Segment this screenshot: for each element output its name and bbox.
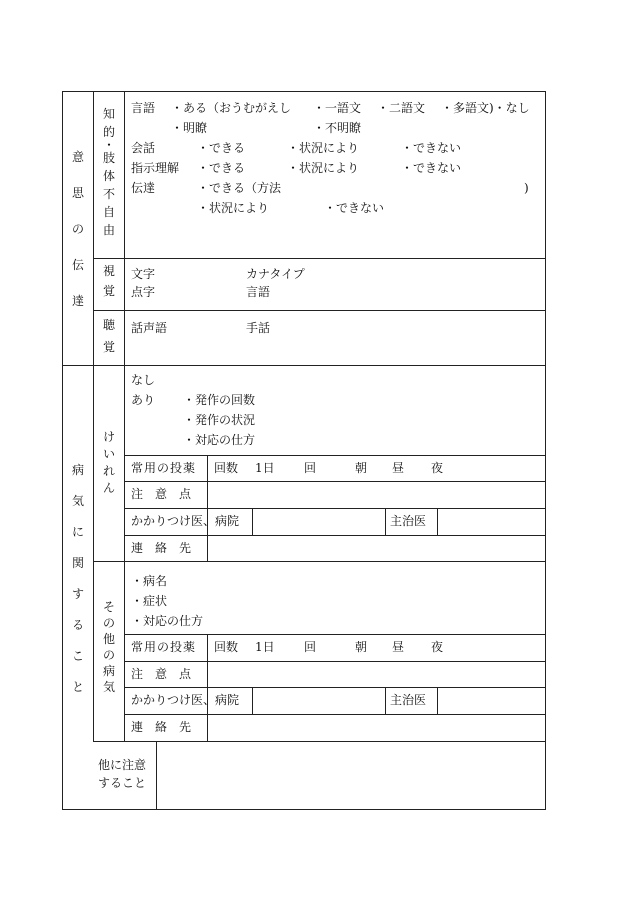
keiren-med-kaisuu: 回数 [214,461,239,475]
dentatsu-paren-close: ) [524,181,529,195]
row-line-keiren-renraku [124,535,546,536]
keiren-item-taiou: ・対応の仕方 [183,433,256,447]
sonota-med-label: 常用の投薬 [131,640,197,654]
sonota-doctor-label: かかりつけ医、病院 [131,693,240,707]
gengo-option-fumeiryou: ・不明瞭 [313,121,362,135]
sonota-item-shoujou: ・症状 [131,594,168,608]
keiren-doctor-field[interactable] [253,509,384,534]
row-line-sonota-chuui [124,661,546,662]
section-divider [62,365,546,366]
keiren-shuji-field[interactable] [438,509,545,534]
keiren-med-yoru: 夜 [431,461,444,475]
gengo-option-meiryou: ・明瞭 [171,121,208,135]
gengo-option-nigobun: ・二語文 [377,101,426,115]
sonota-med-ichinichi: 1日 [255,640,275,654]
dentatsu-option-dekinai: ・できない [324,201,385,215]
shiji-label: 指示理解 [131,161,180,175]
dentatsu-option-joukyou: ・状況により [197,201,270,215]
sonota-shuji-col-l [385,687,386,714]
label-chiteki: 知 的 ・ 肢 体 不 自 由 [102,107,115,237]
keiren-item-joukyou: ・発作の状況 [183,413,256,427]
row-line-shikaku [93,258,546,259]
sonota-item-byoumei: ・病名 [131,574,168,588]
sonota-med-yoru: 夜 [431,640,444,654]
shikaku-gengo: 言語 [246,285,271,299]
keiren-med-ichinichi: 1日 [255,461,275,475]
shikaku-katakana: カナタイプ [246,267,305,281]
gengo-label: 言語 [131,101,156,115]
kaiwa-option-dekiru: ・できる [197,141,246,155]
keiren-renraku-label: 連 絡 先 [131,541,192,555]
row-line-sonota [93,561,546,562]
kaiwa-option-dekinai: ・できない [401,141,462,155]
sonota-item-taiou: ・対応の仕方 [131,614,204,628]
dentatsu-option-dekiru: ・できる（方法 [197,181,282,195]
hoka-field[interactable] [157,742,545,809]
sonota-shuji-label: 主治医 [390,693,427,707]
choukaku-waseigo: 話声語 [131,321,168,335]
section-label-byouki: 病 気 に 関 す る こ と [71,463,84,694]
keiren-label-col [207,455,208,561]
keiren-ari: あり [131,393,156,407]
shiji-option-joukyou: ・状況により [287,161,360,175]
sonota-med-asa: 朝 [355,640,368,654]
row-line-keiren-chuui [124,481,546,482]
shiji-option-dekinai: ・できない [401,161,462,175]
keiren-chuui-label: 注 意 点 [131,487,192,501]
sonota-med-hiru: 昼 [392,640,405,654]
keiren-shuji-label: 主治医 [390,514,427,528]
keiren-med-hiru: 昼 [392,461,405,475]
label-keiren: け い れ ん [102,430,115,495]
keiren-med-label: 常用の投薬 [131,461,197,475]
dentatsu-label: 伝達 [131,181,156,195]
keiren-med-kai: 回 [304,461,317,475]
keiren-doctor-label: かかりつけ医、病院 [131,514,240,528]
shikaku-moji: 文字 [131,267,156,281]
keiren-med-asa: 朝 [355,461,368,475]
sonota-med-kaisuu: 回数 [214,640,239,654]
sonota-med-kai: 回 [304,640,317,654]
sonota-doctor-field[interactable] [253,688,384,713]
shiji-option-dekiru: ・できる [197,161,246,175]
keiren-shuji-col-l [385,508,386,535]
sonota-shuji-field[interactable] [438,688,545,713]
row-line-sonota-med [124,634,546,635]
hoka-label-line1: 他に注意 [98,758,147,772]
gengo-option-ichigobun: ・一語文 [313,101,362,115]
kaiwa-label: 会話 [131,141,156,155]
col-line-1 [93,91,94,741]
sonota-renraku-label: 連 絡 先 [131,720,192,734]
label-sonota: そ の 他 の 病 気 [102,600,115,694]
gengo-option-aru: ・ある（おうむがえし [171,101,292,115]
sonota-chuui-label: 注 意 点 [131,667,192,681]
row-line-choukaku [93,310,546,311]
kaiwa-option-joukyou: ・状況により [287,141,360,155]
gengo-option-tagobun: ・多語文)・なし [441,101,530,115]
col-line-2 [124,91,125,741]
keiren-nashi: なし [131,373,156,387]
hoka-label-line2: すること [98,776,147,790]
label-choukaku: 聴 覚 [102,318,115,354]
row-line-sonota-renraku [124,714,546,715]
keiren-item-kaisuu: ・発作の回数 [183,393,256,407]
label-shikaku: 視 覚 [102,264,115,298]
sonota-label-col [207,634,208,741]
row-line-keiren-med [124,455,546,456]
section-label-ishi: 意 思 の 伝 達 [71,150,84,308]
choukaku-shuwa: 手話 [246,321,271,335]
shikaku-tenji: 点字 [131,285,156,299]
